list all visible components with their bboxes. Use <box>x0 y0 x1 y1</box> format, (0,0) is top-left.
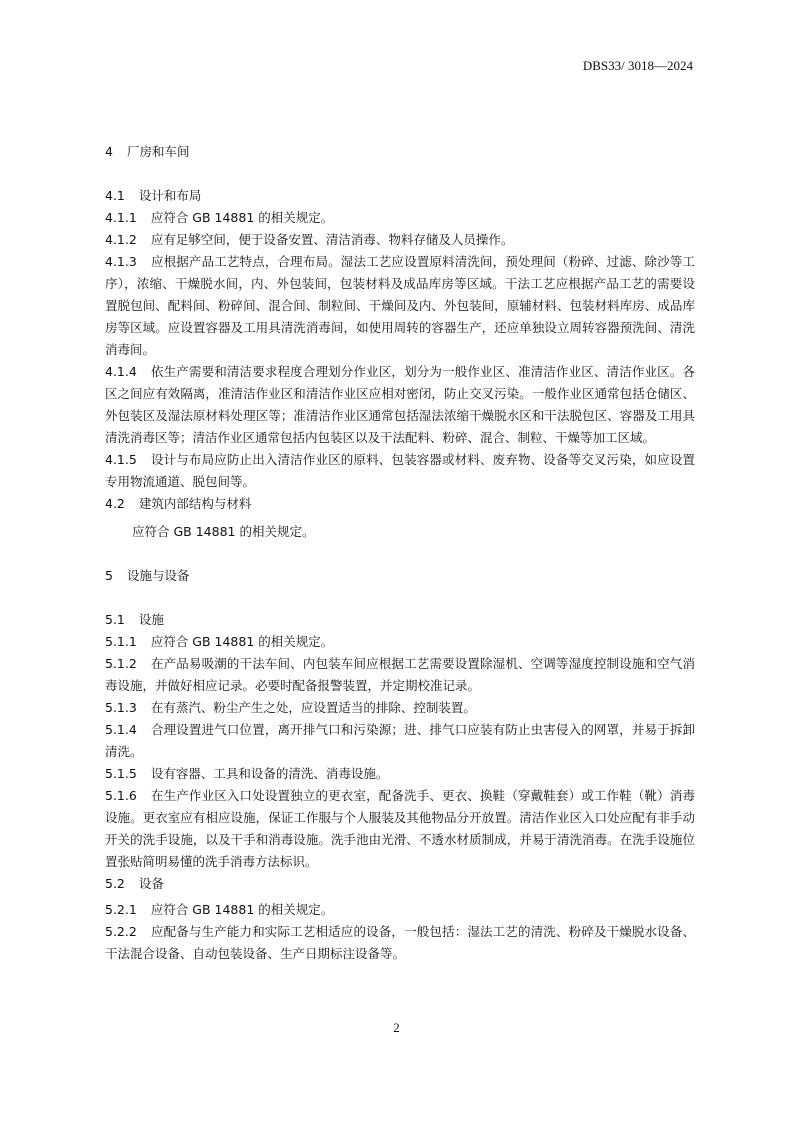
clause-text: 在有蒸汽、粉尘产生之处，应设置适当的排除、控制装置。 <box>150 700 476 715</box>
document-code-header: DBS33/ 3018—2024 <box>582 58 693 73</box>
clause-4-1-2 <box>105 229 695 251</box>
clause-number: 5.1.2 <box>105 656 137 671</box>
clause-number: 5.1.1 <box>105 634 137 649</box>
clause-number: 4.1.5 <box>105 452 137 467</box>
section-number: 4.1 <box>105 188 125 203</box>
clause-text: 依生产需要和清洁要求程度合理划分作业区，划分为一般作业区、准清洁作业区、清洁作业区。各区之间应有效隔离，准清洁作业区和清洁作业区应相对密闭，防止交叉污染。一般作业区通常包括仓储区、外包装区及湿法原材料处理区等；准清洁作业区通常包括湿法浓缩干燥脱水区和干法脱包区、容器及工用具清洗消毒区等；清洁作业区通常包括内包装区以及干法配料、粉碎、混合、制粒、干燥等加工区域。 <box>105 364 695 445</box>
clause-text: 合理设置进气口位置，离开排气口和污染源；进、排气口应装有防止虫害侵入的网罩，并易于拆卸清洗。 <box>105 722 695 759</box>
section-4-heading <box>105 141 695 163</box>
clause-text: 应符合 GB 14881 的相关规定。 <box>150 634 334 649</box>
section-5-heading <box>105 565 695 587</box>
section-title: 设备 <box>138 876 164 891</box>
clause-4-1-5 <box>105 449 695 493</box>
clause-number: 5.2.2 <box>105 924 137 939</box>
clause-text: 应符合 GB 14881 的相关规定。 <box>150 210 334 225</box>
section-4-2-heading <box>105 493 695 515</box>
page-number: 2 <box>393 1020 400 1035</box>
section-5-1-heading <box>105 609 695 631</box>
clause-4-1-4 <box>105 361 695 449</box>
clause-5-2-1 <box>105 899 695 921</box>
section-4-2-text: 应符合 GB 14881 的相关规定。 <box>132 524 315 539</box>
clause-number: 5.2.1 <box>105 902 137 917</box>
clause-text: 应根据产品工艺特点，合理布局。湿法工艺应设置原料清洗间，预处理间（粉碎、过滤、除沙等工序），浓缩、干燥脱水间，内、外包装间，包装材料及成品库房等区域。干法工艺应根据产品工艺的需要设置脱包间、配料间、粉碎间、混合间、制粒间、干燥间及内、外包装间，原辅材料、包装材料库房、成品库房等区域。应设置容器及工用具清洗消毒间，如使用周转的容器生产，还应单独设立周转容器预洗间、清洗消毒间。 <box>105 254 695 357</box>
section-number: 4 <box>105 144 113 159</box>
clause-text: 应有足够空间，便于设备安置、清洁消毒、物料存储及人员操作。 <box>150 232 514 247</box>
section-title: 设施 <box>138 612 164 627</box>
clause-number: 4.1.3 <box>105 254 137 269</box>
clause-5-1-2 <box>105 653 695 697</box>
clause-5-1-5 <box>105 763 695 785</box>
section-number: 5.2 <box>105 876 125 891</box>
clause-text: 应配备与生产能力和实际工艺相适应的设备，一般包括：湿法工艺的清洗、粉碎及干燥脱水设备、干法混合设备、自动包装设备、生产日期标注设备等。 <box>105 924 695 961</box>
clause-number: 4.1.4 <box>105 364 137 379</box>
section-title: 建筑内部结构与材料 <box>138 496 252 511</box>
clause-number: 5.1.4 <box>105 722 137 737</box>
section-title: 设施与设备 <box>127 568 190 583</box>
section-title: 厂房和车间 <box>127 144 190 159</box>
section-title: 设计和布局 <box>138 188 202 203</box>
clause-4-1-3 <box>105 251 695 361</box>
clause-number: 5.1.6 <box>105 788 137 803</box>
section-number: 5 <box>105 568 113 583</box>
section-number: 5.1 <box>105 612 125 627</box>
clause-number: 4.1.2 <box>105 232 137 247</box>
clause-text: 设有容器、工具和设备的清洗、消毒设施。 <box>150 766 389 781</box>
clause-5-1-3 <box>105 697 695 719</box>
section-number: 4.2 <box>105 496 125 511</box>
clause-4-1-1 <box>105 207 695 229</box>
clause-5-1-4 <box>105 719 695 763</box>
clause-text: 在产品易吸潮的干法车间、内包装车间应根据工艺需要设置除湿机、空调等湿度控制设施和空气消毒设施，并做好相应记录。必要时配备报警装置，并定期校准记录。 <box>105 656 695 693</box>
clause-text: 应符合 GB 14881 的相关规定。 <box>150 902 334 917</box>
section-4-1-heading <box>105 185 695 207</box>
clause-5-1-6 <box>105 785 695 873</box>
document-body <box>105 141 695 965</box>
clause-number: 5.1.5 <box>105 766 137 781</box>
section-5-2-heading <box>105 873 695 895</box>
clause-5-2-2 <box>105 921 695 965</box>
clause-text: 在生产作业区入口处设置独立的更衣室，配备洗手、更衣、换鞋（穿戴鞋套）或工作鞋（靴）消毒设施。更衣室应有相应设施，保证工作服与个人服装及其他物品分开放置。清洁作业区入口处应配有非手动开关的洗手设施，以及干手和消毒设施。洗手池由光滑、不透水材质制成，并易于清洗消毒。在洗手设施位置张贴简明易懂的洗手消毒方法标识。 <box>105 788 695 869</box>
clause-text: 设计与布局应防止出入清洁作业区的原料、包装容器或材料、废弃物、设备等交叉污染，如应设置专用物流通道、脱包间等。 <box>105 452 695 489</box>
clause-number: 5.1.3 <box>105 700 137 715</box>
clause-number: 4.1.1 <box>105 210 137 225</box>
clause-5-1-1 <box>105 631 695 653</box>
